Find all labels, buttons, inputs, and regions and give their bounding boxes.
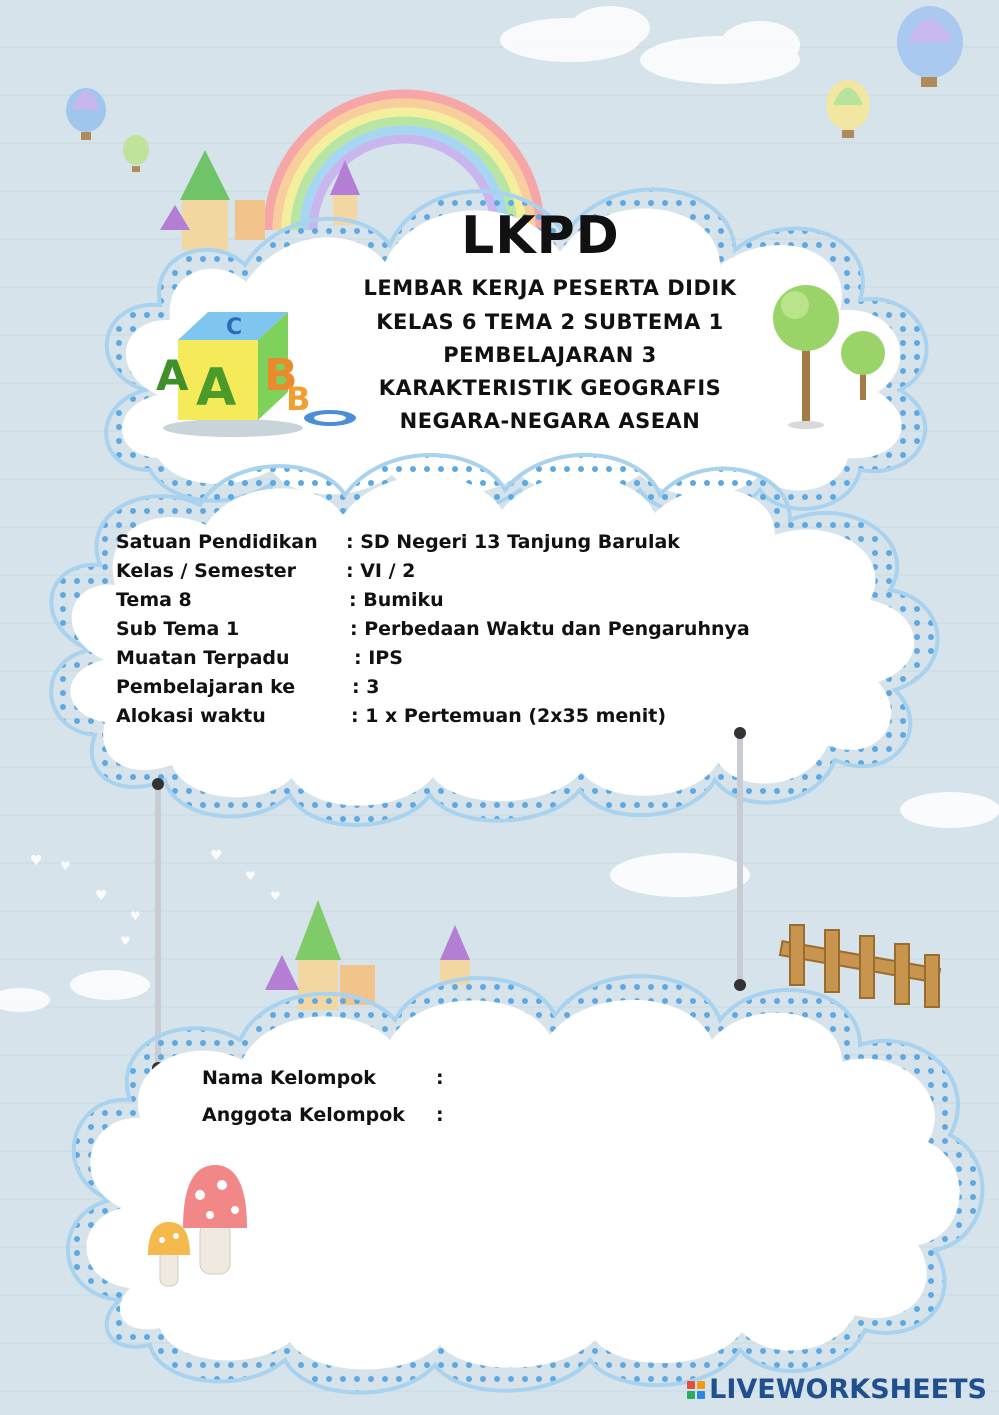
info-row-pembelajaran: [116, 676, 380, 698]
svg-text:♥: ♥: [120, 934, 131, 948]
subtitle-line-4: KARAKTERISTIK GEOGRAFIS: [378, 376, 722, 400]
subtitle-line-5: NEGARA-NEGARA ASEAN: [399, 409, 701, 433]
info-row-kelas-semester: [116, 560, 416, 582]
info-label: Satuan Pendidikan: [116, 531, 318, 553]
info-value: : Bumiku: [349, 589, 444, 611]
svg-text:♥: ♥: [60, 859, 71, 873]
group-members-label: Anggota Kelompok: [202, 1104, 405, 1126]
subtitle-line-3: PEMBELAJARAN 3: [443, 343, 657, 367]
info-label: Sub Tema 1: [116, 618, 240, 640]
block-letter-c: C: [226, 315, 243, 340]
svg-text:♥: ♥: [245, 869, 256, 883]
info-label: Muatan Terpadu: [116, 647, 290, 669]
brand-name: LIVEWORKSHEETS: [709, 1374, 987, 1405]
page-title: LKPD: [461, 206, 620, 266]
info-row-tema: [116, 589, 444, 611]
info-value: : SD Negeri 13 Tanjung Barulak: [346, 531, 680, 553]
svg-text:♥: ♥: [210, 848, 223, 864]
block-letter-a: A: [196, 358, 237, 418]
liveworksheets-logo[interactable]: [687, 1374, 987, 1405]
group-name-label: Nama Kelompok: [202, 1067, 376, 1089]
info-value: : Perbedaan Waktu dan Pengaruhnya: [350, 618, 750, 640]
info-label: Tema 8: [116, 589, 192, 611]
group-name-colon: :: [436, 1067, 444, 1089]
svg-text:♥: ♥: [270, 889, 281, 903]
info-row-satuan-pendidikan: [116, 531, 680, 553]
info-value: : 1 x Pertemuan (2x35 menit): [351, 705, 667, 727]
info-label: Kelas / Semester: [116, 560, 296, 582]
svg-text:♥: ♥: [30, 853, 43, 869]
group-members-colon: :: [436, 1104, 444, 1126]
info-value: : VI / 2: [346, 560, 416, 582]
info-value: : IPS: [354, 647, 403, 669]
group-name-field[interactable]: [202, 1067, 444, 1089]
liveworksheets-logo-icon: [687, 1381, 705, 1399]
info-row-muatan-terpadu: [116, 647, 403, 669]
info-value: : 3: [352, 676, 380, 698]
svg-text:♥: ♥: [95, 888, 108, 904]
block-letter-a-side: A: [156, 351, 189, 400]
block-letter-b: B: [264, 350, 298, 401]
info-row-sub-tema: [116, 618, 750, 640]
subtitle-line-2: KELAS 6 TEMA 2 SUBTEMA 1: [376, 310, 724, 334]
svg-text:♥: ♥: [130, 909, 141, 923]
subtitle-line-1: LEMBAR KERJA PESERTA DIDIK: [363, 276, 737, 300]
info-row-alokasi-waktu: [116, 705, 667, 727]
info-label: Pembelajaran ke: [116, 676, 296, 698]
group-members-field[interactable]: [202, 1104, 444, 1126]
info-label: Alokasi waktu: [116, 705, 266, 727]
block-letter-b-small: B: [286, 380, 311, 418]
